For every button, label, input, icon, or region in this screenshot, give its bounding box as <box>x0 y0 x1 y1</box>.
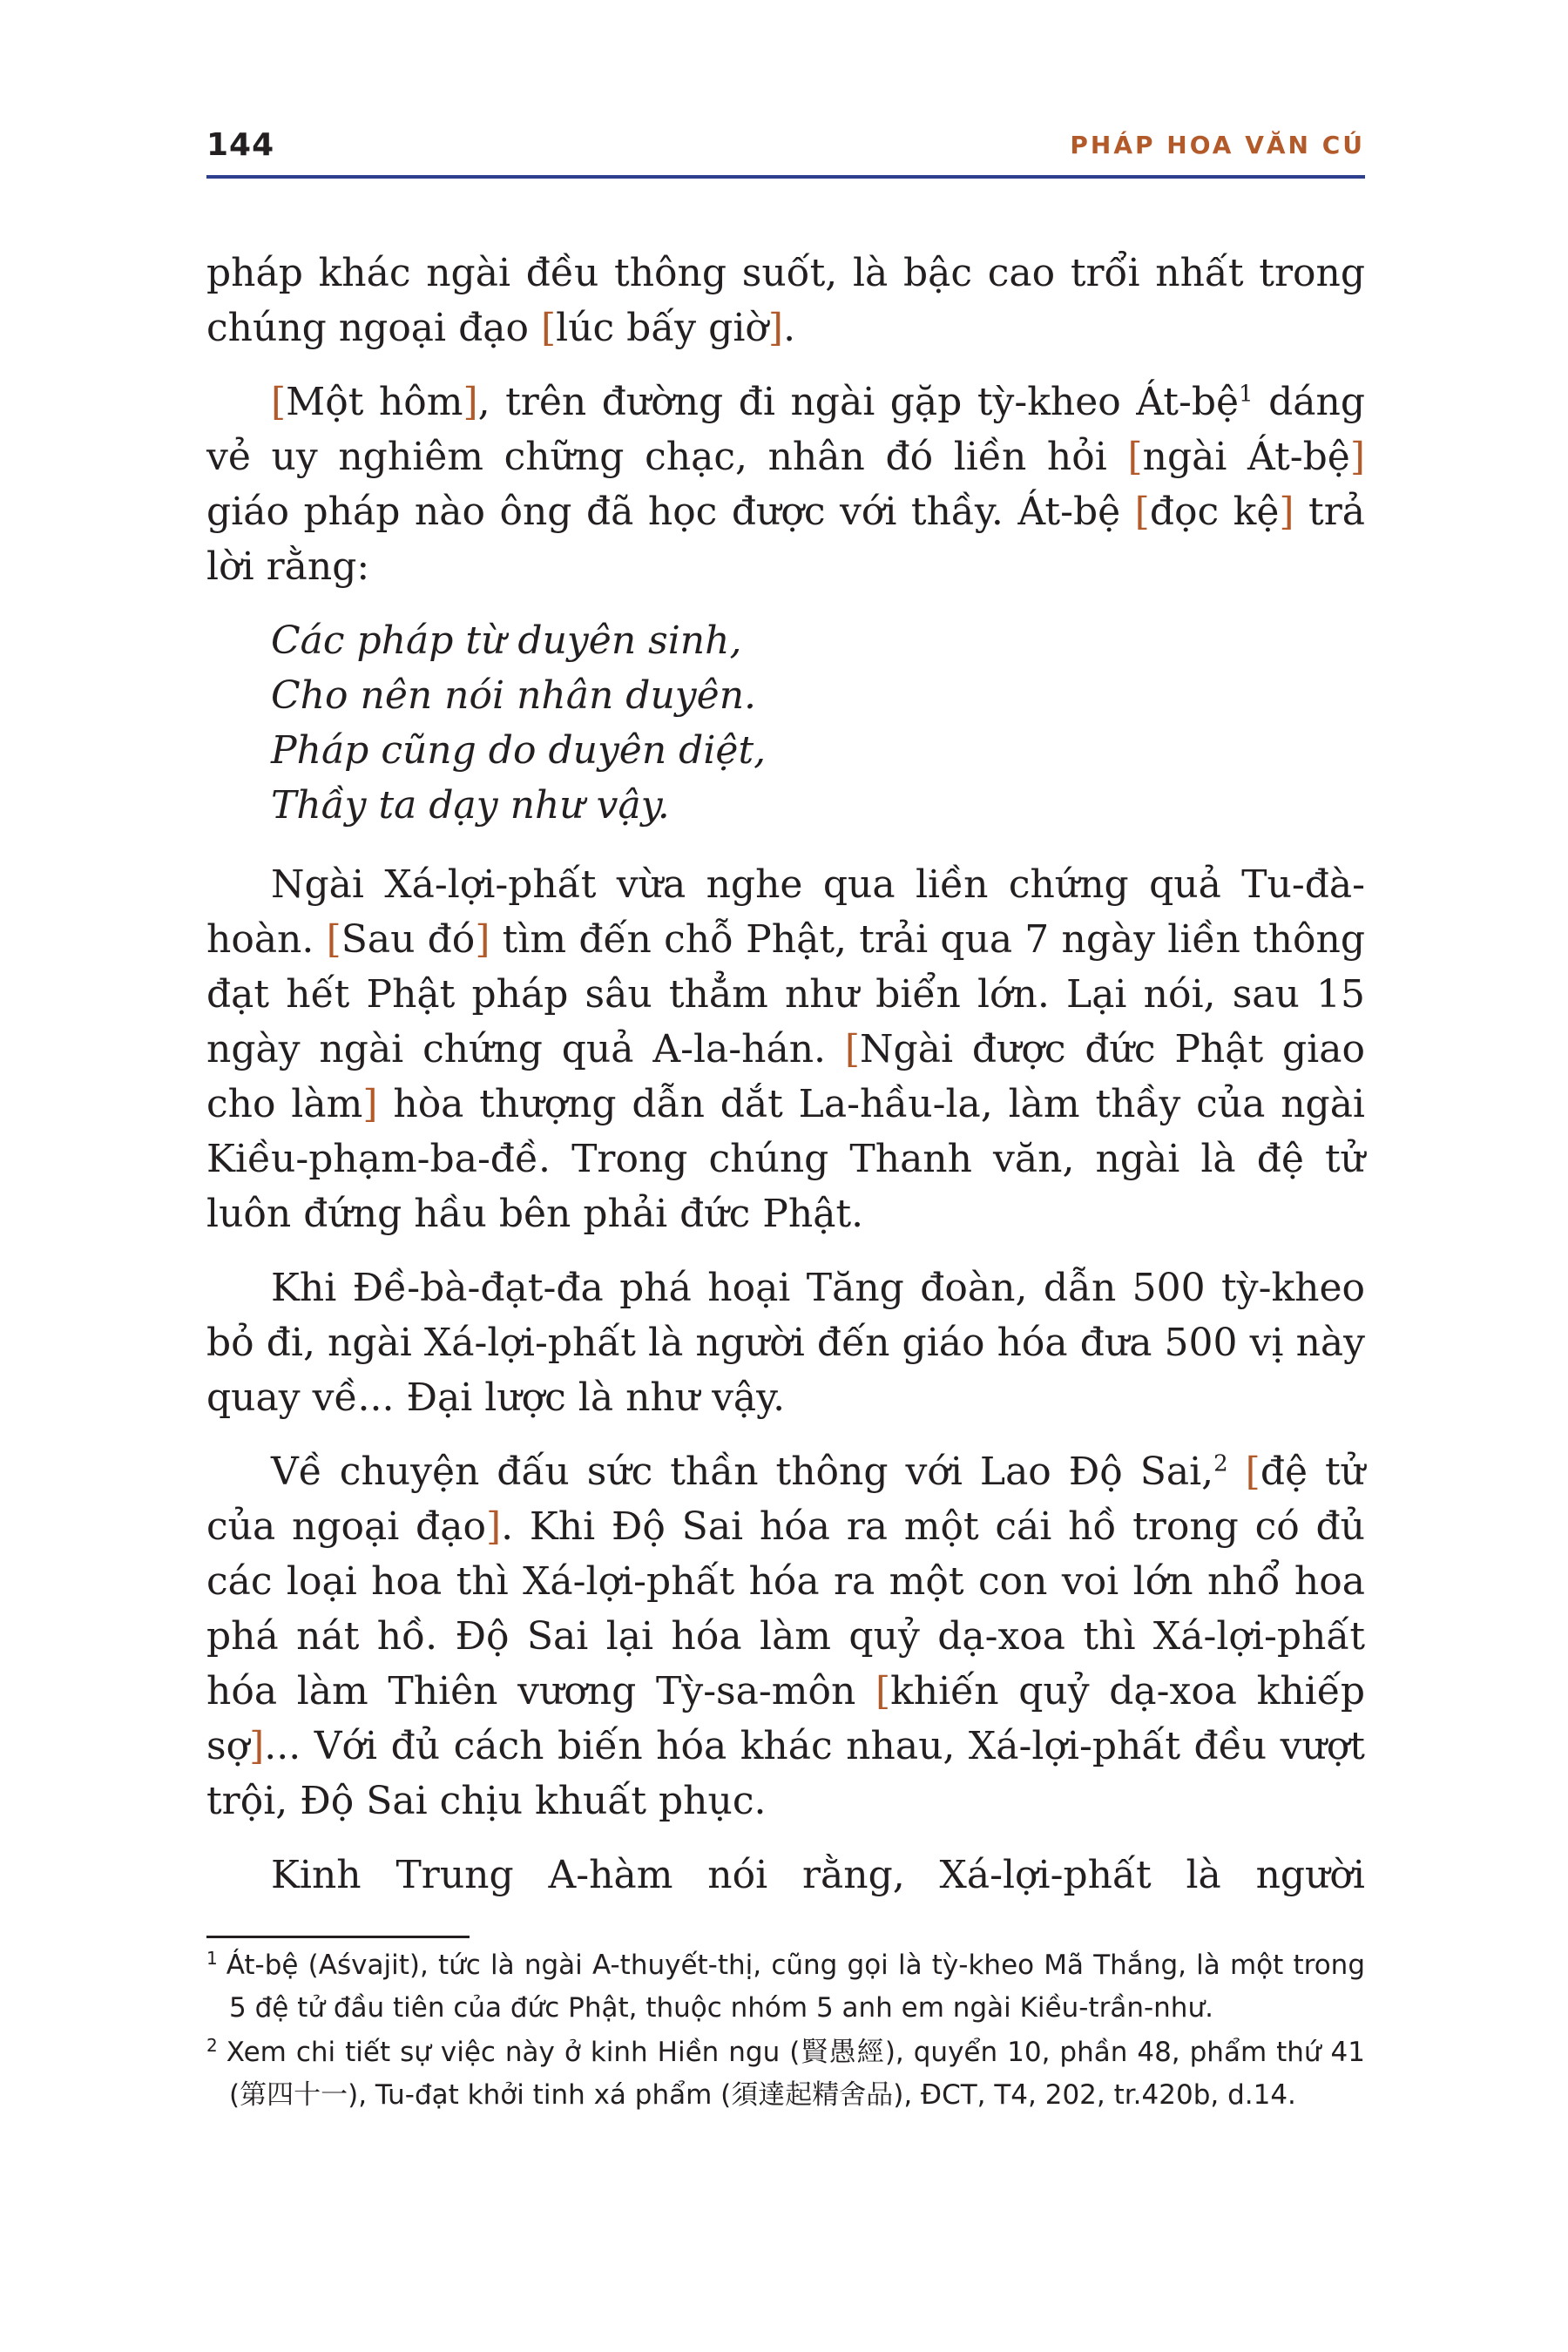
footnote-ref-2: 2 <box>1213 1450 1228 1477</box>
footnote-1: $^1$ Át-bệ (Aśvajit), tức là ngài A-thuyết-thị, cũng gọi là tỳ-kheo Mã Thắng, là một trong 5 đệ tử đầu tiên của đức Phật, thuộc nhóm 5 anh em ngài Kiều-trần-như. <box>206 1947 1365 2024</box>
running-title: PHÁP HOA VĂN CÚ <box>1070 131 1365 159</box>
paragraph-2: [Một hôm], trên đường đi ngài gặp tỳ-kheo Át-bệ$^1$ dáng vẻ uy nghiêm chững chạc, nhân đó liền hỏi [ngài Át-bệ] giáo pháp nào ông đã học được với thầy. Át-bệ [đọc kệ] trả lời rằng: <box>206 380 1365 589</box>
paragraph-3: Ngài Xá-lợi-phất vừa nghe qua liền chứng quả Tu-đà-hoàn. [Sau đó] tìm đến chỗ Phật, trải qua 7 ngày liền thông đạt hết Phật pháp sâu thẳm như biển lớn. Lại nói, sau 15 ngày ngài chứng quả A-la-hán. [Ngài được đức Phật giao cho làm] hòa thượng dẫn dắt La-hầu-la, làm thầy của ngài Kiều-phạm-ba-đề. Trong chúng Thanh văn, ngài là đệ tử luôn đứng hầu bên phải đức Phật. <box>206 862 1366 1236</box>
paragraph-4: Khi Đề-bà-đạt-đa phá hoại Tăng đoàn, dẫn 500 tỳ-kheo bỏ đi, ngài Xá-lợi-phất là người đến giáo hóa đưa 500 vị này quay về... Đại lược là như vậy. <box>206 1266 1365 1420</box>
body-text <box>206 246 1365 1922</box>
verse-line: Các pháp từ duyên sinh, <box>271 618 742 663</box>
page-header <box>206 120 1365 172</box>
paragraph-1: pháp khác ngài đều thông suốt, là bậc cao trổi nhất trong chúng ngoại đạo [lúc bấy giờ]. <box>206 251 1365 350</box>
header-rule <box>206 175 1365 179</box>
verse-line: Cho nên nói nhân duyên. <box>271 673 757 718</box>
verse-line: Pháp cũng do duyên diệt, <box>271 728 767 773</box>
paragraph-5: Về chuyện đấu sức thần thông với Lao Độ Sai,$^2$ [đệ tử của ngoại đạo]. Khi Độ Sai hóa ra một cái hồ trong có đủ các loại hoa thì Xá-lợi-phất hóa ra một con voi lớn nhổ hoa phá nát hồ. Độ Sai lại hóa làm quỷ dạ-xoa thì Xá-lợi-phất hóa làm Thiên vương Tỳ-sa-môn [khiến quỷ dạ-xoa khiếp sợ]... Với đủ cách biến hóa khác nhau, Xá-lợi-phất đều vượt trội, Độ Sai chịu khuất phục. <box>206 1450 1366 1823</box>
footnotes <box>206 1944 1365 2119</box>
footnote-ref-1: 1 <box>1239 381 1254 408</box>
verse-line: Thầy ta dạy như vậy. <box>271 783 670 828</box>
paragraph-6: Kinh Trung A-hàm nói rằng, Xá-lợi-phất là người <box>271 1853 1365 1897</box>
footnote-rule <box>206 1936 470 1938</box>
footnote-2: $^2$ Xem chi tiết sự việc này ở kinh Hiền ngu (賢愚經), quyển 10, phần 48, phẩm thứ 41 (第四十一), Tu-đạt khởi tinh xá phẩm (須達起精舍品), ĐCT, T4, 202, tr.420b, d.14. <box>206 2034 1365 2111</box>
verse <box>271 613 1365 833</box>
page-number: 144 <box>206 127 275 163</box>
